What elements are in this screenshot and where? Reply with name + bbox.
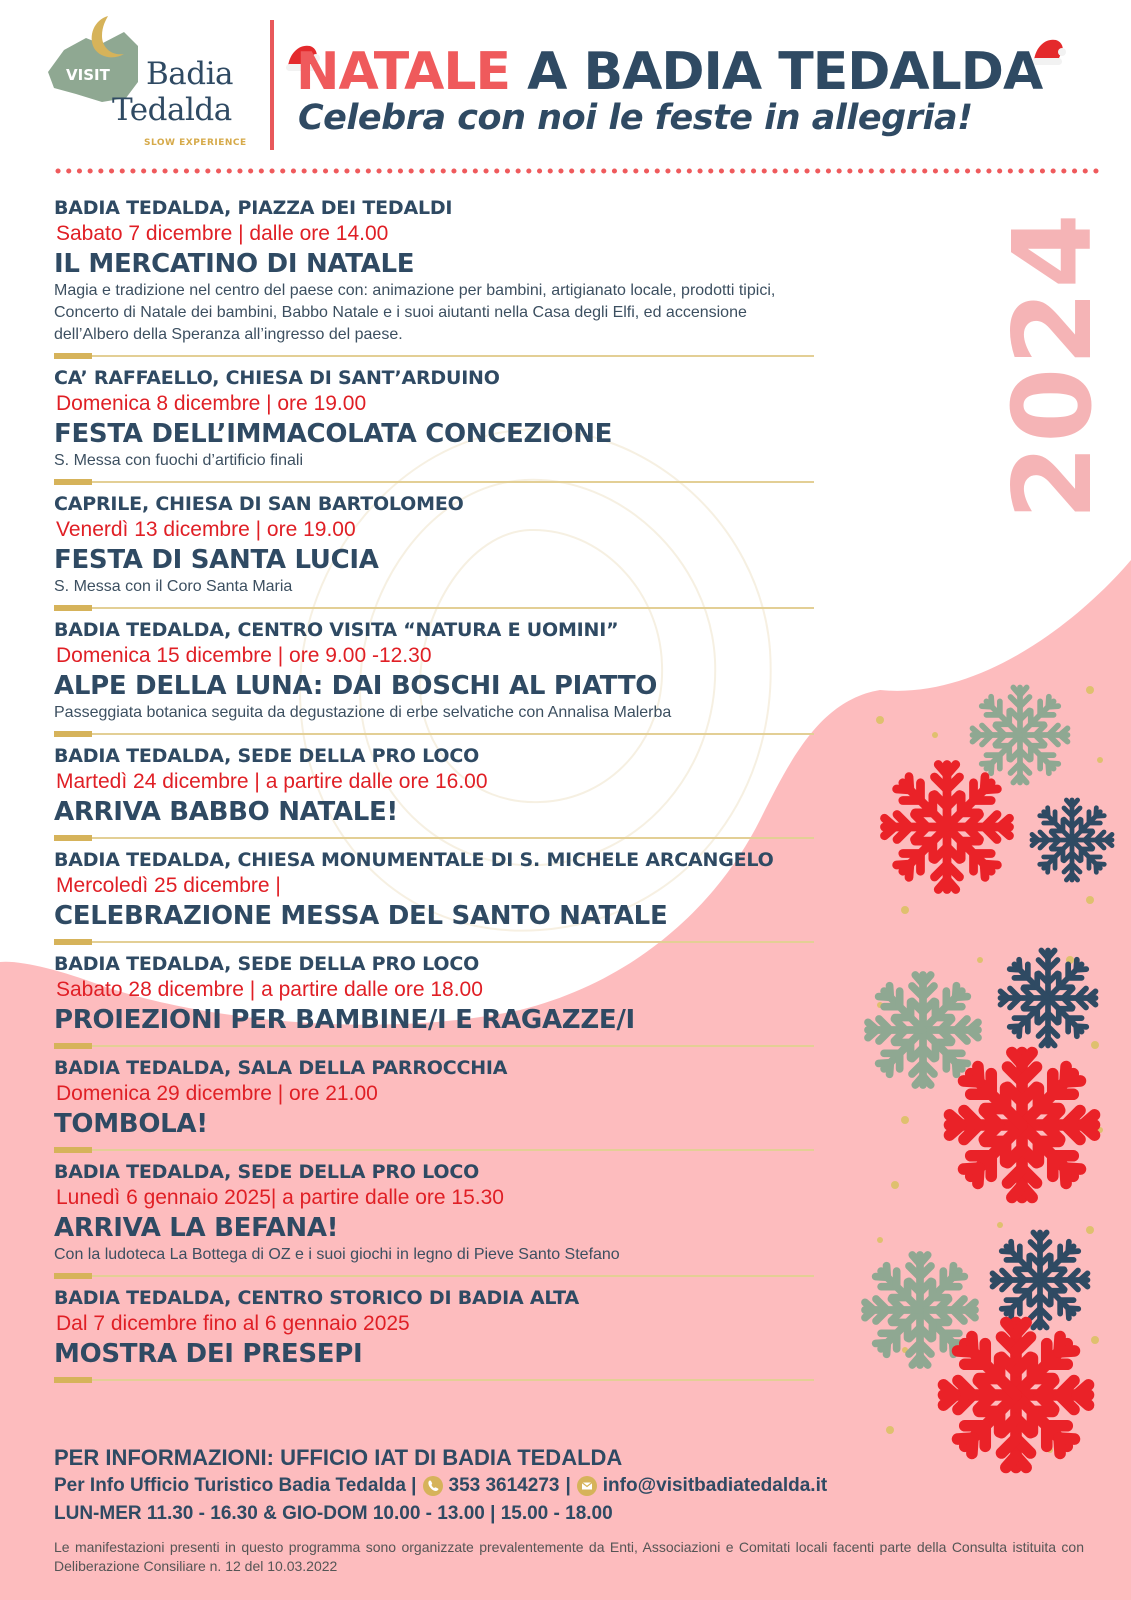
event-separator bbox=[54, 1042, 794, 1050]
event-item bbox=[54, 1286, 794, 1384]
footer-pipe: | bbox=[565, 1475, 571, 1496]
events-list bbox=[54, 196, 794, 1390]
event-description: S. Messa con il Coro Santa Maria bbox=[54, 578, 293, 595]
event-date: Domenica 29 dicembre | ore 21.00 bbox=[56, 1082, 378, 1105]
event-separator bbox=[54, 938, 794, 946]
event-separator bbox=[54, 834, 794, 842]
event-location: CAPRILE, CHIESA DI SAN BARTOLOMEO bbox=[54, 493, 464, 515]
logo-tagline: SLOW EXPERIENCE bbox=[144, 138, 247, 148]
event-date: Sabato 28 dicembre | a partire dalle ore 18.00 bbox=[56, 978, 483, 1001]
event-title: IL MERCATINO DI NATALE bbox=[54, 249, 415, 279]
event-title: FESTA DI SANTA LUCIA bbox=[54, 545, 379, 575]
logo-name-line1: Badia bbox=[146, 56, 234, 92]
header-divider bbox=[270, 20, 274, 150]
logo-name-line2: Tedalda bbox=[112, 92, 232, 128]
logo-visit-text: VISIT bbox=[66, 66, 110, 84]
event-location: BADIA TEDALDA, PIAZZA DEI TEDALDI bbox=[54, 197, 453, 219]
footer-info-label: Per Info Ufficio Turistico Badia Tedalda | bbox=[54, 1475, 417, 1496]
event-title: CELEBRAZIONE MESSA DEL SANTO NATALE bbox=[54, 901, 668, 931]
event-title: TOMBOLA! bbox=[54, 1109, 208, 1139]
event-date: Domenica 8 dicembre | ore 19.00 bbox=[56, 392, 367, 415]
page-subtitle: Celebra con noi le feste in allegria! bbox=[298, 98, 973, 138]
footer-info bbox=[54, 1444, 1084, 1576]
event-separator bbox=[54, 1376, 794, 1384]
event-location: BADIA TEDALDA, SEDE DELLA PRO LOCO bbox=[54, 1161, 480, 1183]
year-label: 2024 bbox=[991, 211, 1116, 520]
event-title: ARRIVA BABBO NATALE! bbox=[54, 797, 398, 827]
event-date: Lunedì 6 gennaio 2025| a partire dalle ore 15.30 bbox=[56, 1186, 504, 1209]
event-item bbox=[54, 744, 794, 842]
event-title: MOSTRA DEI PRESEPI bbox=[54, 1339, 363, 1369]
event-location: CA’ RAFFAELLO, CHIESA DI SANT’ARDUINO bbox=[54, 367, 500, 389]
footer-note: Le manifestazioni presenti in questo programma sono organizzate prevalentemente da Enti, Associazioni e Comitati locali facenti parte della Consulta istituita con Deliberazione Consiliare n. 12 del 10.03.2022 bbox=[54, 1539, 1084, 1574]
phone-icon bbox=[423, 1476, 443, 1496]
event-title: ARRIVA LA BEFANA! bbox=[54, 1213, 339, 1243]
event-item bbox=[54, 848, 794, 946]
page-title bbox=[296, 44, 1042, 100]
event-item bbox=[54, 618, 794, 738]
event-separator bbox=[54, 1272, 794, 1280]
event-date: Sabato 7 dicembre | dalle ore 14.00 bbox=[56, 222, 389, 245]
event-description: S. Messa con fuochi d’artificio finali bbox=[54, 452, 303, 469]
event-location: BADIA TEDALDA, CENTRO VISITA “NATURA E UOMINI” bbox=[54, 619, 619, 641]
event-title: ALPE DELLA LUNA: DAI BOSCHI AL PIATTO bbox=[54, 671, 658, 701]
footer-hours: LUN-MER 11.30 - 16.30 & GIO-DOM 10.00 - 13.00 | 15.00 - 18.00 bbox=[54, 1503, 613, 1524]
event-date: Venerdì 13 dicembre | ore 19.00 bbox=[56, 518, 356, 541]
event-separator bbox=[54, 730, 794, 738]
dotted-divider bbox=[55, 168, 1100, 174]
event-date: Mercoledì 25 dicembre | bbox=[56, 874, 281, 897]
event-separator bbox=[54, 352, 794, 360]
event-item bbox=[54, 492, 794, 612]
footer-phone-link[interactable]: 353 3614273 bbox=[448, 1475, 560, 1496]
event-separator bbox=[54, 604, 794, 612]
event-location: BADIA TEDALDA, SEDE DELLA PRO LOCO bbox=[54, 953, 480, 975]
event-separator bbox=[54, 1146, 794, 1154]
event-location: BADIA TEDALDA, CENTRO STORICO DI BADIA ALTA bbox=[54, 1287, 579, 1309]
title-natale: NATALE bbox=[296, 42, 511, 102]
visit-badia-tedalda-logo[interactable] bbox=[46, 10, 256, 150]
event-item bbox=[54, 196, 794, 360]
event-location: BADIA TEDALDA, SEDE DELLA PRO LOCO bbox=[54, 745, 480, 767]
footer-contact-line bbox=[54, 1472, 1084, 1500]
event-location: BADIA TEDALDA, SALA DELLA PARROCCHIA bbox=[54, 1057, 508, 1079]
event-title: FESTA DELL’IMMACOLATA CONCEZIONE bbox=[54, 419, 613, 449]
email-icon bbox=[577, 1476, 597, 1496]
event-item bbox=[54, 1056, 794, 1154]
event-date: Dal 7 dicembre fino al 6 gennaio 2025 bbox=[56, 1312, 410, 1335]
event-description: Magia e tradizione nel centro del paese con: animazione per bambini, artigianato locale, prodotti tipici, Concerto di Natale dei bambini, Babbo Natale e i suoi aiutanti nella Casa degli Elfi, ed accensione dell’Albero della Speranza all’ingresso del paese. bbox=[54, 282, 776, 343]
footer-title: PER INFORMAZIONI: UFFICIO IAT DI BADIA TEDALDA bbox=[54, 1445, 623, 1470]
footer-email-link[interactable]: info@visitbadiatedalda.it bbox=[602, 1475, 828, 1496]
event-item bbox=[54, 952, 794, 1050]
event-location: BADIA TEDALDA, CHIESA MONUMENTALE DI S. MICHELE ARCANGELO bbox=[54, 849, 774, 871]
event-separator bbox=[54, 478, 794, 486]
event-item bbox=[54, 1160, 794, 1280]
event-title: PROIEZIONI PER BAMBINE/I E RAGAZZE/I bbox=[54, 1005, 635, 1035]
title-rest: A BADIA TEDALDA bbox=[510, 42, 1043, 102]
event-item bbox=[54, 366, 794, 486]
event-description: Con la ludoteca La Bottega di OZ e i suoi giochi in legno di Pieve Santo Stefano bbox=[54, 1246, 620, 1263]
event-date: Domenica 15 dicembre | ore 9.00 -12.30 bbox=[56, 644, 432, 667]
event-description: Passeggiata botanica seguita da degustazione di erbe selvatiche con Annalisa Malerba bbox=[54, 704, 672, 721]
event-date: Martedì 24 dicembre | a partire dalle ore 16.00 bbox=[56, 770, 488, 793]
